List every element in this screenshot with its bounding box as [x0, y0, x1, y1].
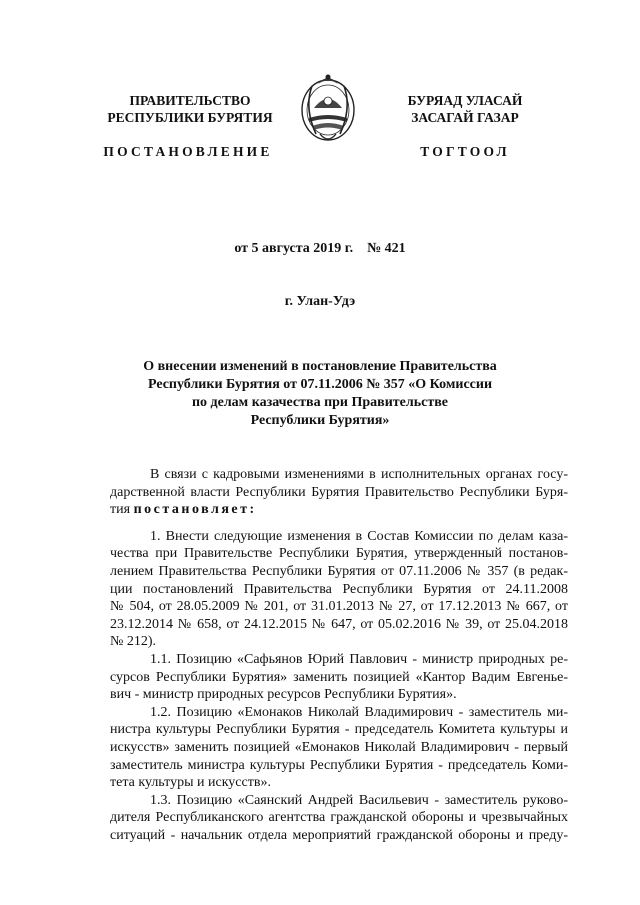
- paragraph-1-1: [110, 651, 568, 704]
- government-name: [90, 92, 290, 126]
- body-line: тета культуры и искусств».: [110, 775, 271, 791]
- preamble-end-prefix: тия: [110, 502, 134, 518]
- date-and-number: от 5 августа 2019 г. № 421: [234, 241, 406, 256]
- body-line: сурсов Республики Бурятия» заменить позицией «Кантор Вадим Евгенье-: [110, 669, 568, 685]
- body-line: 23.12.2014 № 658, от 24.12.2015 № 647, от 05.02.2016 № 39, от 25.04.2018: [110, 616, 568, 632]
- paragraph-1-2: [110, 704, 568, 792]
- body-line: чества при Правительстве Республики Бурятия, утвержденный постанов-: [110, 546, 568, 562]
- body-line: 1. Внести следующие изменения в Состав Комиссии по делам каза-: [150, 528, 568, 544]
- document-title: [100, 358, 540, 430]
- body-line: ситуаций - начальник отдела мероприятий гражданской обороны и преду-: [110, 827, 568, 843]
- body-line: В связи с кадровыми изменениями в исполнительных органах госу-: [150, 467, 568, 482]
- body-line: заместитель министра культуры Республики Бурятия - председатель Коми-: [110, 757, 568, 773]
- body-line: [110, 501, 568, 519]
- body-line: нистра культуры Республики Бурятия - председатель Комитета культуры и: [110, 722, 568, 738]
- body-line: дителя Республиканского агентства гражданской обороны и чрезвычайных: [110, 810, 568, 826]
- body-line: № 212).: [110, 634, 157, 650]
- document-body: [110, 466, 568, 844]
- government-name-buryat: [365, 92, 565, 126]
- city: г. Улан-Удэ: [284, 294, 356, 309]
- paragraph-1-3: [110, 792, 568, 845]
- title-line: по делам казачества при Правительстве: [191, 395, 449, 410]
- title-line: Республики Бурятия»: [250, 413, 390, 428]
- coat-of-arms-icon: [298, 68, 358, 148]
- preamble: [110, 466, 568, 519]
- government-name-line1: ПРАВИТЕЛЬСТВО: [129, 93, 251, 108]
- body-line: искусств» заменить позицией «Емонаков Николай Владимирович - первый: [110, 739, 568, 755]
- paragraph-1: [110, 528, 568, 651]
- title-line: О внесении изменений в постановление Правительства: [143, 359, 497, 374]
- government-name-buryat-line1: БУРЯАД УЛАСАЙ: [407, 93, 523, 108]
- resolves-word: постановляет:: [133, 502, 257, 518]
- document-type-ru: ПОСТАНОВЛЕНИЕ: [103, 144, 273, 159]
- body-line: 1.3. Позицию «Саянский Андрей Васильевич - заместитель руково-: [150, 792, 568, 808]
- title-line: Республики Бурятия от 07.11.2006 № 357 «О Комиссии: [147, 377, 493, 392]
- document-type-buryat: ТОГТООЛ: [420, 144, 510, 159]
- body-line: 1.2. Позицию «Емонаков Николай Владимирович - заместитель ми-: [150, 704, 568, 720]
- body-line: вич - министр природных ресурсов Республики Бурятия».: [110, 687, 457, 703]
- government-name-line2: РЕСПУБЛИКИ БУРЯТИЯ: [107, 110, 273, 125]
- body-line: лением Правительства Республики Бурятия от 07.11.2006 № 357 (в редак-: [110, 563, 568, 579]
- body-line: № 504, от 28.05.2009 № 201, от 31.01.2013 № 27, от 17.12.2013 № 667, от: [110, 599, 568, 615]
- government-name-buryat-line2: ЗАСАГАЙ ГАЗАР: [411, 110, 519, 125]
- body-line: 1.1. Позицию «Сафьянов Юрий Павлович - министр природных ре-: [150, 651, 568, 667]
- body-line: ции постановлений Правительства Республики Бурятия от 24.11.2008: [110, 581, 568, 597]
- body-line: дарственной власти Республики Бурятия Правительство Республики Буря-: [110, 484, 568, 500]
